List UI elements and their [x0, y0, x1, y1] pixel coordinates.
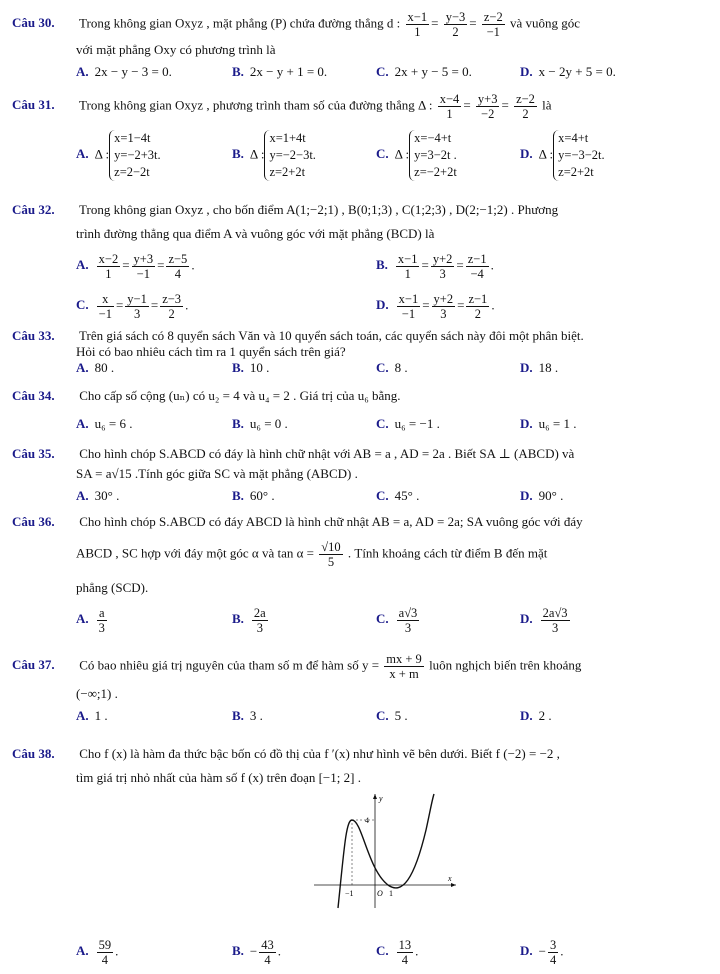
question-number: Câu 36.	[12, 514, 55, 529]
question-36	[12, 512, 712, 532]
option-d[interactable]: D. $\frac{2a√3}{3}$	[520, 606, 568, 635]
question-stem-line3: phẳng (SCD).	[76, 580, 149, 595]
equation-system: x=4+t y=−3−2t. z=2+2t	[553, 130, 605, 181]
question-number: Câu 32.	[12, 202, 55, 217]
tick-label: O	[377, 889, 383, 898]
question-number: Câu 37.	[12, 657, 55, 673]
option-d[interactable]: D. Δ :x=4+t y=−3−2t. z=2+2t	[520, 131, 605, 179]
equation-system: x=−4+t y=3−2t . z=−2+2t	[409, 130, 457, 181]
question-stem-line2: ABCD , SC hợp với đáy một góc α và tan α = $\frac{√10}{5}$ . Tính khoảng cách từ điểm B đến mặt	[76, 540, 548, 569]
question-32	[12, 200, 712, 220]
option-a[interactable]: A. Δ :x=1−4t y=−2+3t. z=2−2t	[76, 131, 161, 179]
question-number: Câu 35.	[12, 446, 55, 461]
y-axis-arrow	[373, 794, 377, 799]
question-37: Câu 37. Có bao nhiêu giá trị nguyên của tham số m để hàm số y = $\frac{mx + 9}{x + m}$ luôn nghịch biến trên khoảng	[12, 652, 582, 681]
question-stem: Trên giá sách có 8 quyển sách Văn và 10 quyển sách toán, các quyển sách này đôi một phân biệt.	[79, 328, 584, 343]
option-a[interactable]: A. 1 .	[76, 708, 108, 723]
question-stem: Trong không gian Oxyz , phương trình tham số của đường thẳng Δ :	[79, 97, 433, 113]
option-d[interactable]: D. u₆ = 1 .	[520, 416, 577, 431]
option-c[interactable]: C. 45° .	[376, 488, 420, 503]
question-34	[12, 386, 712, 406]
option-c[interactable]: C. Δ :x=−4+t y=3−2t . z=−2+2t	[376, 131, 457, 179]
equation-system: x=1+4t y=−2−3t. z=2+2t	[264, 130, 316, 181]
option-d[interactable]: D. $\frac{x-1}{-1}$ = $\frac{y+2}{3}$ = $\frac{z-1}{2}$ .	[376, 292, 495, 321]
question-stem: Trong không gian Oxyz , cho bốn điểm A(1;−2;1) , B(0;1;3) , C(1;2;3) , D(2;−1;2) . Phương	[79, 202, 559, 217]
question-stem-line2: trình đường thẳng qua điểm A và vuông góc với mặt phẳng (BCD) là	[76, 226, 435, 241]
option-c[interactable]: C. $\frac{x}{-1}$ = $\frac{y-1}{3}$ = $\frac{z-3}{2}$ .	[76, 292, 189, 321]
question-stem: Có bao nhiêu giá trị nguyên của tham số m để hàm số y =	[79, 657, 380, 673]
x-label: x	[448, 874, 452, 883]
option-a[interactable]: A. $\frac{59}{4}$ .	[76, 938, 119, 967]
question-stem-line2: SA = a√15 .Tính góc giữa SC và mặt phẳng (ABCD) .	[76, 466, 358, 481]
option-a[interactable]: A. 80 .	[76, 360, 115, 375]
option-a[interactable]: A. $\frac{x-2}{1}$ = $\frac{y+3}{-1}$ = $\frac{z-5}{4}$ .	[76, 252, 195, 281]
question-30: Câu 30. Trong không gian Oxyz , mặt phẳng (P) chứa đường thẳng d : $\frac{x-1}{1}$ = $\frac{y-3}{2}$ = $\frac{z-2}{-1}$ và vuông góc	[12, 10, 580, 39]
question-number: Câu 38.	[12, 746, 55, 761]
fraction: $\frac{x-1}{1}$	[407, 10, 428, 39]
option-c[interactable]: C. 5 .	[376, 708, 408, 723]
fraction: $\frac{mx + 9}{x + m}$	[386, 652, 422, 681]
option-c[interactable]: C. 8 .	[376, 360, 408, 375]
option-b[interactable]: B. 60° .	[232, 488, 275, 503]
option-a[interactable]: A. 2x − y − 3 = 0.	[76, 64, 172, 79]
option-d[interactable]: D. 90° .	[520, 488, 564, 503]
x-axis-arrow	[451, 883, 456, 887]
option-a[interactable]: A. $\frac{a}{3}$	[76, 606, 105, 635]
question-31: Câu 31. Trong không gian Oxyz , phương trình tham số của đường thẳng Δ : $\frac{x-4}{1}$ = $\frac{y+3}{-2}$ = $\frac{z-2}{2}$ là	[12, 92, 552, 121]
option-c[interactable]: C. u₆ = −1 .	[376, 416, 440, 431]
option-a[interactable]: A. u₆ = 6 .	[76, 416, 133, 431]
option-b[interactable]: B. 2x − y + 1 = 0.	[232, 64, 328, 79]
question-stem: Cho hình chóp S.ABCD có đáy là hình chữ nhật với AB = a , AD = 2a . Biết SA ⊥ (ABCD) và	[79, 446, 575, 461]
question-35	[12, 444, 712, 464]
question-33	[12, 326, 712, 346]
option-b[interactable]: B. 10 .	[232, 360, 270, 375]
question-number: Câu 30.	[12, 15, 55, 31]
option-c[interactable]: C. 2x + y − 5 = 0.	[376, 64, 472, 79]
option-c[interactable]: C. $\frac{13}{4}$ .	[376, 938, 419, 967]
y-label: y	[379, 794, 383, 803]
option-d[interactable]: D. 2 .	[520, 708, 552, 723]
question-38	[12, 744, 712, 764]
option-a[interactable]: A. 30° .	[76, 488, 120, 503]
option-b[interactable]: B. Δ :x=1+4t y=−2−3t. z=2+2t	[232, 131, 316, 179]
question-stem: Cho hình chóp S.ABCD có đáy ABCD là hình chữ nhật AB = a, AD = 2a; SA vuông góc với đáy	[79, 514, 583, 529]
question-stem-line2: Hỏi có bao nhiêu cách tìm ra 1 quyển sách trên giá?	[76, 344, 346, 359]
option-b[interactable]: B. $\frac{x-1}{1}$ = $\frac{y+2}{3}$ = $\frac{z-1}{-4}$ .	[376, 252, 494, 281]
option-b[interactable]: B. − $\frac{43}{4}$ .	[232, 938, 282, 967]
option-c[interactable]: C. $\frac{a√3}{3}$	[376, 606, 418, 635]
question-stem: Cho f (x) là hàm đa thức bậc bốn có đồ thị của f ′(x) như hình vẽ bên dưới. Biết f (−2) = −2 ,	[79, 746, 560, 761]
option-b[interactable]: B. u₆ = 0 .	[232, 416, 288, 431]
tick-label: 4	[365, 816, 369, 825]
question-stem-line2: với mặt phẳng Oxy có phương trình là	[76, 42, 276, 57]
fraction: $\frac{√10}{5}$	[321, 540, 341, 569]
option-b[interactable]: B. $\frac{2a}{3}$	[232, 606, 266, 635]
question-stem: Trong không gian Oxyz , mặt phẳng (P) chứa đường thẳng d :	[79, 15, 401, 31]
question-stem-line2: tìm giá trị nhỏ nhất của hàm số f (x) trên đoạn [−1; 2] .	[76, 770, 361, 785]
equation-system: x=1−4t y=−2+3t. z=2−2t	[109, 130, 161, 181]
option-b[interactable]: B. 3 .	[232, 708, 263, 723]
question-number: Câu 31.	[12, 97, 55, 113]
tick-label: −1	[345, 889, 354, 898]
question-stem-line2: (−∞;1) .	[76, 686, 118, 701]
fraction: $\frac{z-2}{-1}$	[483, 10, 503, 39]
fraction: $\frac{y-3}{2}$	[445, 10, 466, 39]
tick-label: 1	[389, 889, 393, 898]
derivative-graph	[310, 790, 460, 910]
option-d[interactable]: D. 18 .	[520, 360, 559, 375]
question-number: Câu 33.	[12, 328, 55, 343]
option-d[interactable]: D. − $\frac{3}{4}$ .	[520, 938, 564, 967]
option-d[interactable]: D. x − 2y + 5 = 0.	[520, 64, 616, 79]
question-stem: Cho cấp số cộng (uₙ) có u₂ = 4 và u₄ = 2 . Giá trị của u₆ bằng.	[79, 388, 401, 403]
question-number: Câu 34.	[12, 388, 55, 403]
